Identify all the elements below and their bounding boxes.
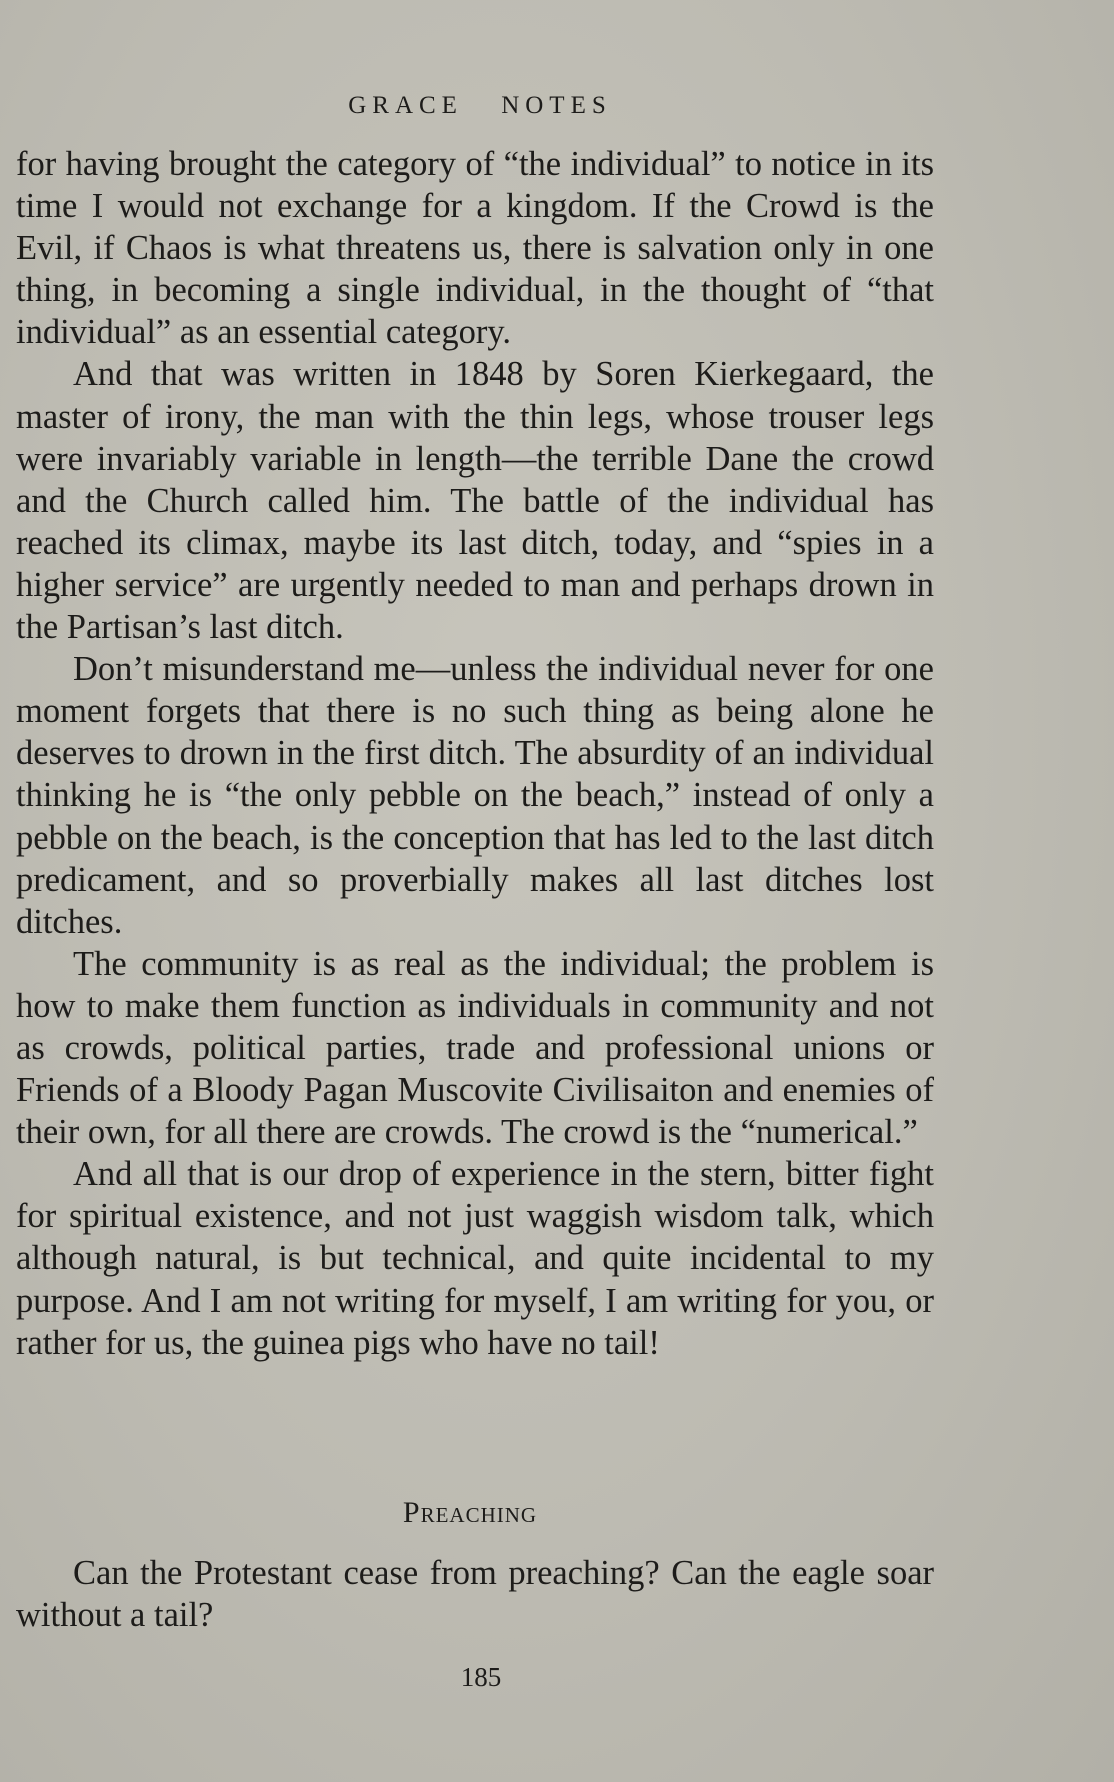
section-text [16,1552,934,1636]
paragraph-4: The community is as real as the individual; the problem is how to make them function as individuals in community and not as crowds, political parties, trade and professional unions or Friends of a Bloody Pagan Muscovite Civilisaiton and enemies of their own, for all there are crowds. The crowd is the “numerical.” [16,944,934,1152]
page-number: 185 [460,1662,502,1692]
paragraph-3: Don’t misunderstand me—unless the individual never for one moment forgets that there is no such thing as being alone he deserves to drown in the first ditch. The absurdity of an individual thinking he is “the only pebble on the beach,” instead of only a pebble on the beach, is the conception that has led to the last ditch predicament, and so proverbially makes all last ditches lost ditches. [16,650,934,941]
paragraph-2: And that was written in 1848 by Soren Kierkegaard, the master of irony, the man with the thin legs, whose trouser legs were invariably variable in length—the terrible Dane the crowd and the Church called him. The battle of the individual has reached its climax, maybe its last ditch, today, and “spies in a higher service” are urgently needed to man and perhaps drown in the Partisan’s last ditch. [16,355,934,647]
running-head: GRACE NOTES [348,92,612,119]
section-heading: Preaching [402,1496,538,1529]
paragraph-1: for having brought the category of “the individual” to notice in its time I would not exchange for a kingdom. If the Crowd is the Evil, if Chaos is what threatens us, there is salvation only in one thing, in becoming a single individual, in the thought of “that individual” as an essential category. [16,145,934,352]
body-text [16,143,934,1364]
section-paragraph: Can the Protestant cease from preaching? Can the eagle soar without a tail? [16,1554,934,1635]
paragraph-5: And all that is our drop of experience in the stern, bitter fight for spiritual existence, and not just waggish wisdom talk, which although natural, is but technical, and quite incidental to my purpose. And I am not writing for myself, I am writing for you, or rather for us, the guinea pigs who have no tail! [16,1155,934,1362]
